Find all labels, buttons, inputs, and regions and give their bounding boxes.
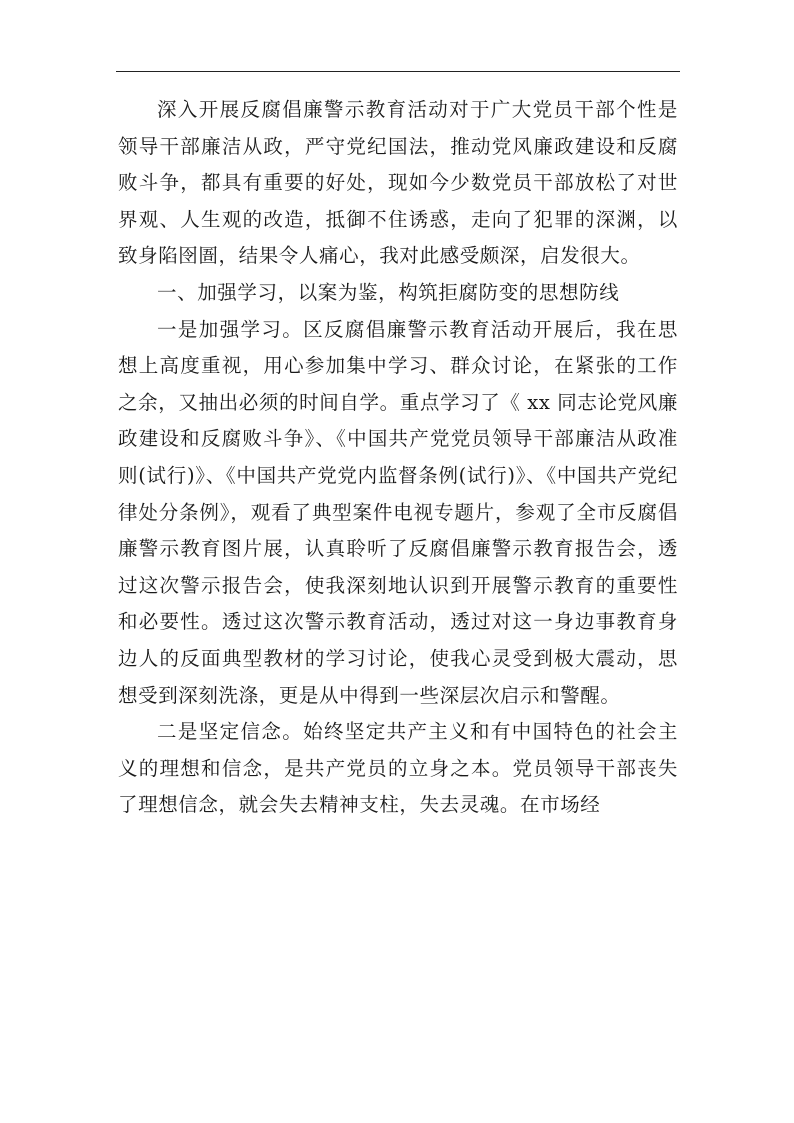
- header-rule: [116, 71, 680, 72]
- document-body: [118, 92, 678, 824]
- paragraph-study: 一是加强学习。区反腐倡廉警示教育活动开展后，我在思想上高度重视，用心参加集中学习、群众讨论，在紧张的工作之余，又抽出必须的时间自学。重点学习了《 xx 同志论党风廉政建设和反腐败斗争》、《中国共产党党员领导干部廉洁从政准则(试行)》、《中国共产党党内监督条例(试行)》、《中国共产党纪律处分条例》，观看了典型案件电视专题片，参观了全市反腐倡廉警示教育图片展，认真聆听了反腐倡廉警示教育报告会，透过这次警示报告会，使我深刻地认识到开展警示教育的重要性和必要性。透过这次警示教育活动，透过对这一身边事教育身边人的反面典型教材的学习讨论，使我心灵受到极大震动，思想受到深刻洗涤，更是从中得到一些深层次启示和警醒。: [118, 317, 678, 707]
- section-heading-1: 一、加强学习，以案为鉴，构筑拒腐防变的思想防线: [157, 280, 620, 304]
- paragraph-belief: 二是坚定信念。始终坚定共产主义和有中国特色的社会主义的理想和信念，是共产党员的立身之本。党员领导干部丧失了理想信念，就会失去精神支柱，失去灵魂。在市场经: [118, 720, 678, 817]
- paragraph-intro: 深入开展反腐倡廉警示教育活动对于广大党员干部个性是领导干部廉洁从政，严守党纪国法，推动党风廉政建设和反腐败斗争，都具有重要的好处，现如今少数党员干部放松了对世界观、人生观的改造，抵御不住诱惑，走向了犯罪的深渊，以致身陷囹圄，结果令人痛心，我对此感受颇深，启发很大。: [118, 98, 678, 268]
